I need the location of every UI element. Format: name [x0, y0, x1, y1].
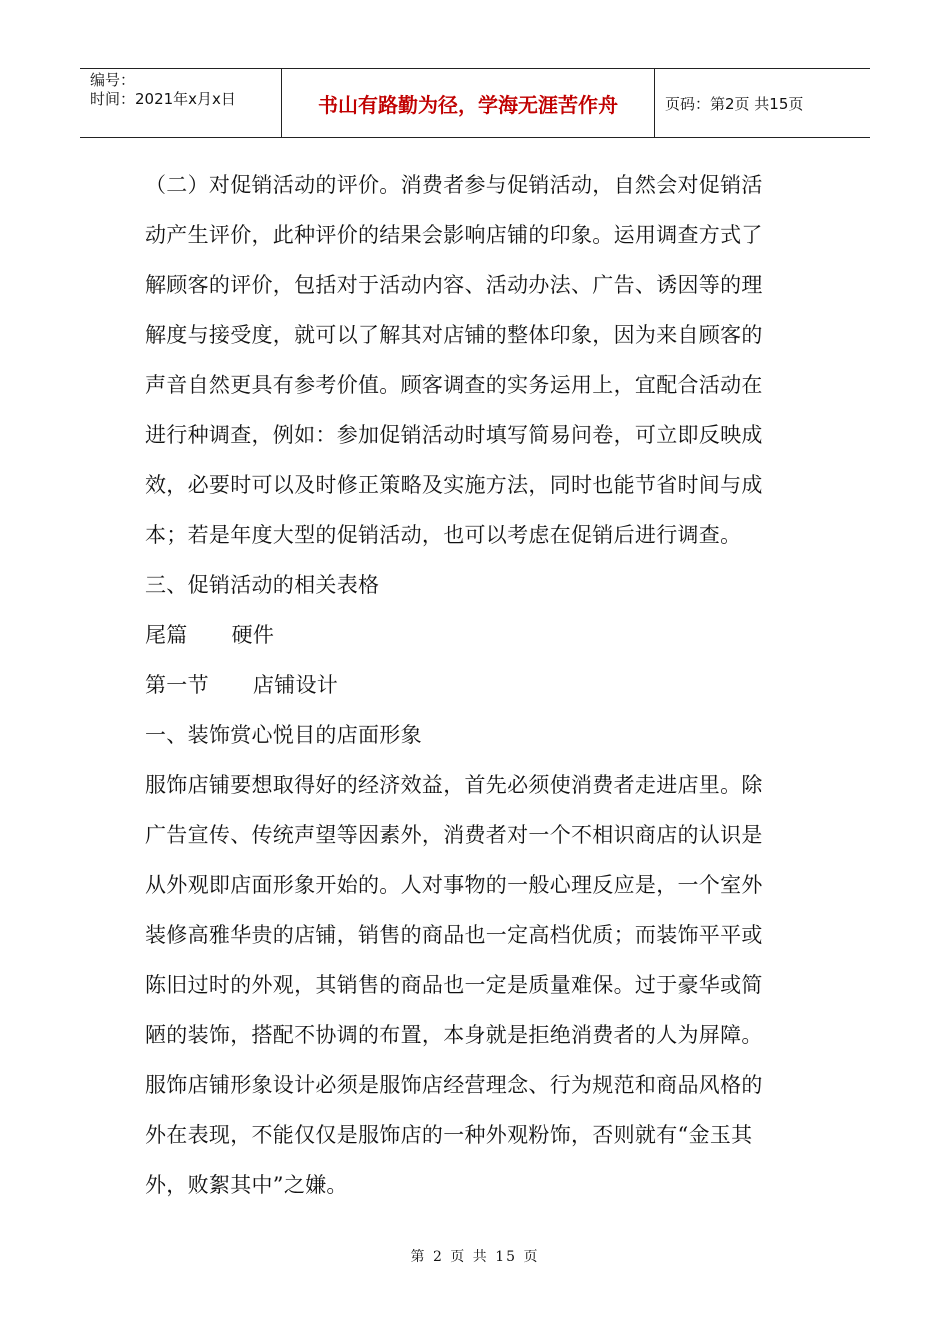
body-line: 陋的装饰，搭配不协调的布置，本身就是拒绝消费者的人为屏障。: [145, 1023, 763, 1047]
body-line: 效，必要时可以及时修正策略及实施方法，同时也能节省时间与成: [145, 473, 763, 497]
body-line: 解度与接受度，就可以了解其对店铺的整体印象，因为来自顾客的: [145, 323, 763, 347]
chapter-label: 尾篇: [145, 623, 188, 647]
header-page-label: 页码：第2页 共15页: [665, 94, 804, 113]
subsection-heading: 一、装饰赏心悦目的店面形象: [145, 723, 422, 747]
body-line: 进行种调查，例如：参加促销活动时填写简易问卷，可立即反映成: [145, 423, 763, 447]
body-line: 声音自然更具有参考价值。顾客调查的实务运用上，宜配合活动在: [145, 373, 763, 397]
date-label: 时间：2021年x月x日: [90, 90, 236, 108]
header-motto: 书山有路勤为径，学海无涯苦作舟: [282, 69, 655, 137]
chapter-heading: [145, 610, 810, 660]
body-line: 从外观即店面形象开始的。人对事物的一般心理反应是，一个室外: [145, 873, 763, 897]
body-line: 外在表现，不能仅仅是服饰店的一种外观粉饰，否则就有“金玉其: [145, 1123, 753, 1147]
document-body: [145, 160, 810, 1210]
section-label: 第一节: [145, 673, 209, 697]
number-label: 编号：: [90, 71, 136, 89]
body-line: 服饰店铺形象设计必须是服饰店经营理念、行为规范和商品风格的: [145, 1073, 763, 1097]
body-line: （二）对促销活动的评价。消费者参与促销活动，自然会对促销活: [145, 173, 763, 197]
section-heading: 三、促销活动的相关表格: [145, 573, 380, 597]
page-footer: 第 2 页 共 15 页: [410, 1249, 540, 1265]
body-line: 动产生评价，此种评价的结果会影响店铺的印象。运用调查方式了: [145, 223, 763, 247]
body-line: 服饰店铺要想取得好的经济效益，首先必须使消费者走进店里。除: [145, 773, 763, 797]
body-line: 陈旧过时的外观，其销售的商品也一定是质量难保。过于豪华或简: [145, 973, 763, 997]
section-heading: [145, 660, 810, 710]
section-title: 店铺设计: [252, 673, 339, 697]
page-header: [80, 68, 870, 138]
body-line: 解顾客的评价，包括对于活动内容、活动办法、广告、诱因等的理: [145, 273, 763, 297]
chapter-title: 硬件: [231, 623, 275, 647]
body-line: 装修高雅华贵的店铺，销售的商品也一定高档优质；而装饰平平或: [145, 923, 763, 947]
body-line: 广告宣传、传统声望等因素外，消费者对一个不相识商店的认识是: [145, 823, 763, 847]
header-meta: [80, 69, 282, 137]
body-line: 外，败絮其中”之嫌。: [145, 1173, 348, 1197]
body-line: 本；若是年度大型的促销活动，也可以考虑在促销后进行调查。: [145, 523, 742, 547]
